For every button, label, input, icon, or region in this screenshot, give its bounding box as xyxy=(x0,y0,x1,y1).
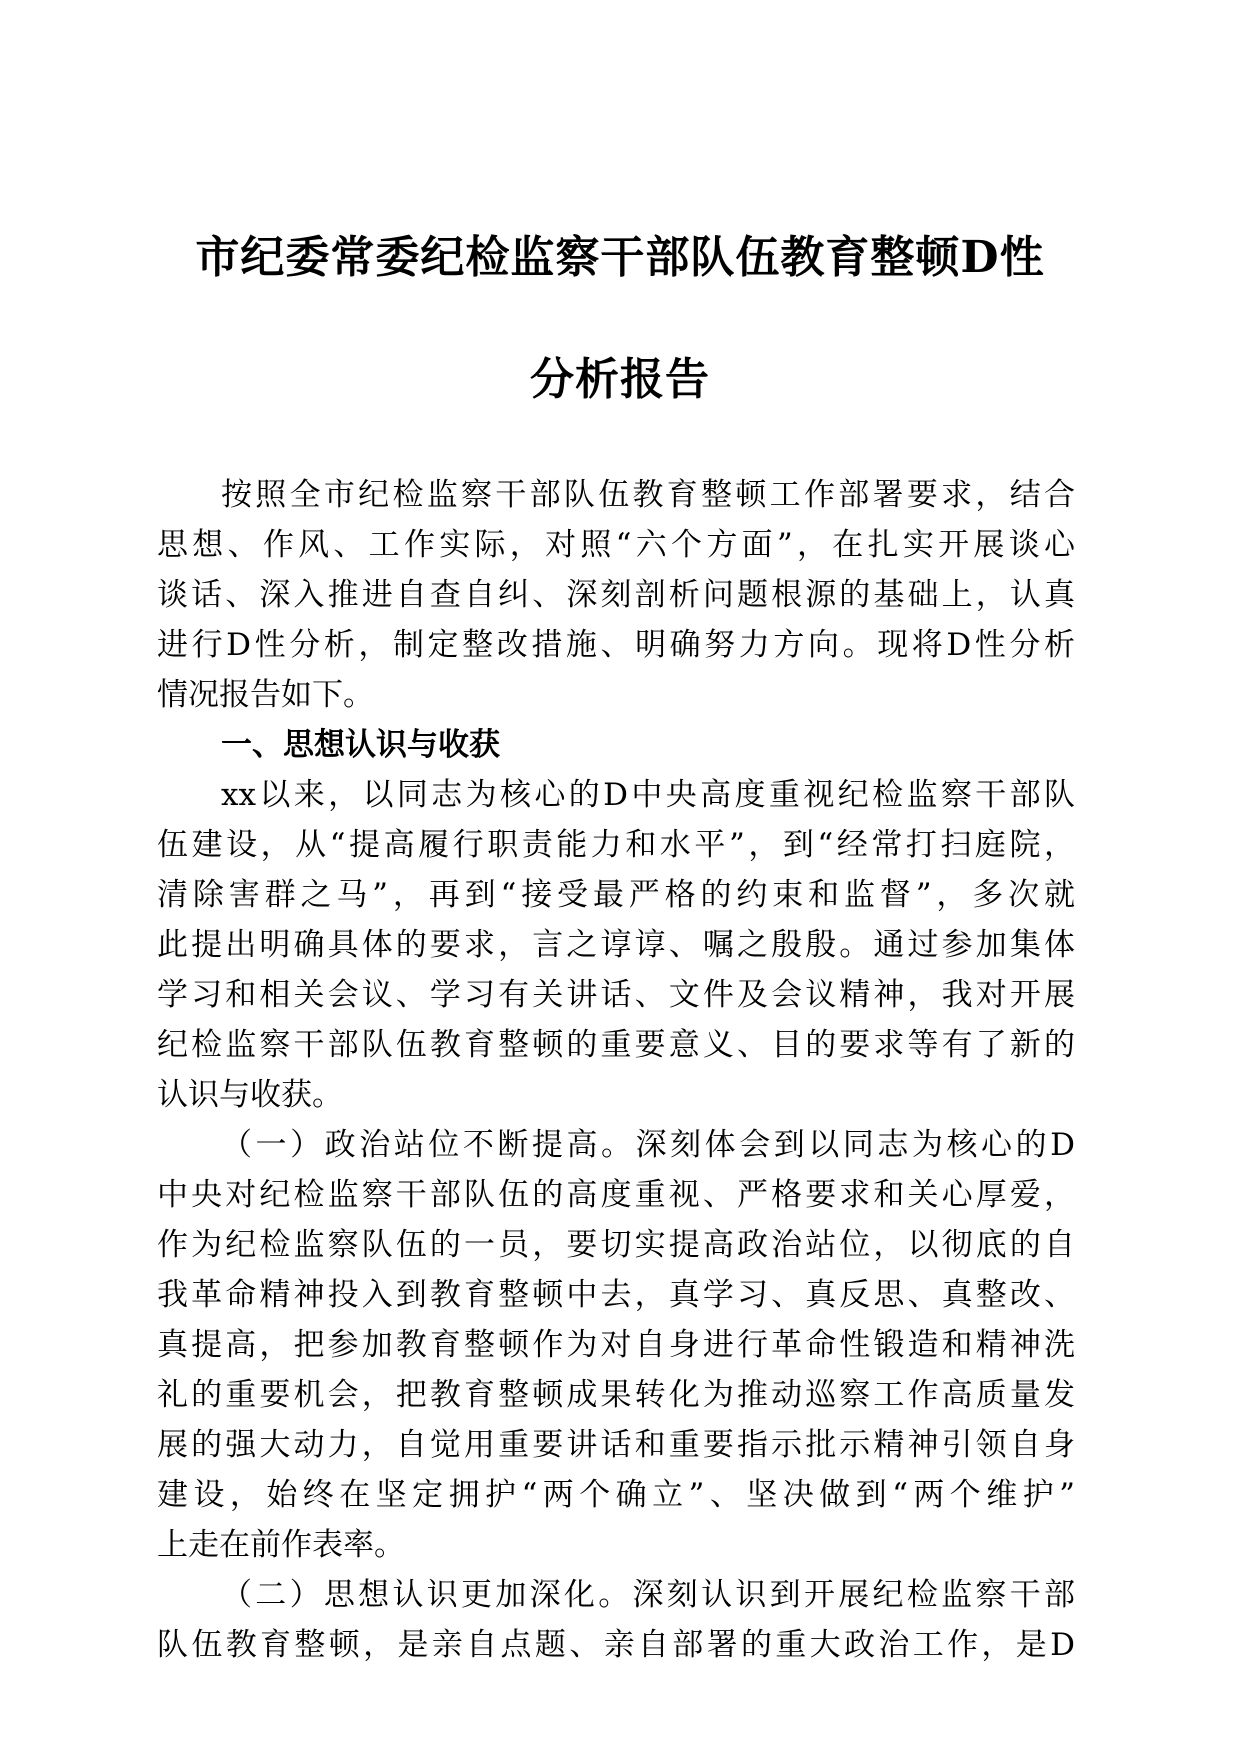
body-line: 队伍教育整顿，是亲自点题、亲自部署的重大政治工作，是D xyxy=(157,1627,1075,1663)
document-title-line-2: 分析报告 xyxy=(530,354,710,405)
body-line: 情况报告如下。 xyxy=(157,677,374,713)
body-line: （一）政治站位不断提高。深刻体会到以同志为核心的D xyxy=(221,1127,1075,1163)
body-line: 思想、作风、工作实际，对照“六个方面”，在扎实开展谈心 xyxy=(157,527,1075,563)
body-line: 展的强大动力，自觉用重要讲话和重要指示批示精神引领自身 xyxy=(157,1427,1075,1463)
body-line: 上走在前作表率。 xyxy=(157,1527,405,1563)
body-line: 建设，始终在坚定拥护“两个确立”、坚决做到“两个维护” xyxy=(157,1477,1075,1513)
section-heading: 一、思想认识与收获 xyxy=(221,727,500,763)
body-line: 我革命精神投入到教育整顿中去，真学习、真反思、真整改、 xyxy=(157,1277,1075,1313)
body-line: 认识与收获。 xyxy=(157,1077,343,1113)
body-line: 此提出明确具体的要求，言之谆谆、嘱之殷殷。通过参加集体 xyxy=(157,927,1075,963)
body-line: 清除害群之马”，再到“接受最严格的约束和监督”，多次就 xyxy=(157,877,1075,913)
body-line: （二）思想认识更加深化。深刻认识到开展纪检监察干部 xyxy=(221,1577,1075,1613)
document-body xyxy=(157,470,1075,1670)
body-line: 作为纪检监察队伍的一员，要切实提高政治站位，以彻底的自 xyxy=(157,1227,1075,1263)
body-line: 按照全市纪检监察干部队伍教育整顿工作部署要求，结合 xyxy=(221,477,1075,513)
body-line: 学习和相关会议、学习有关讲话、文件及会议精神，我对开展 xyxy=(157,977,1075,1013)
body-line: 真提高，把参加教育整顿作为对自身进行革命性锻造和精神洗 xyxy=(157,1327,1075,1363)
body-line: 礼的重要机会，把教育整顿成果转化为推动巡察工作高质量发 xyxy=(157,1377,1075,1413)
body-line: 伍建设，从“提高履行职责能力和水平”，到“经常打扫庭院， xyxy=(157,827,1075,863)
body-line: 进行D性分析，制定整改措施、明确努力方向。现将D性分析 xyxy=(157,627,1075,663)
body-line: 谈话、深入推进自查自纠、深刻剖析问题根源的基础上，认真 xyxy=(157,577,1075,613)
body-line: 纪检监察干部队伍教育整顿的重要意义、目的要求等有了新的 xyxy=(157,1027,1075,1063)
body-line: xx以来，以同志为核心的D中央高度重视纪检监察干部队 xyxy=(221,777,1075,813)
body-line: 中央对纪检监察干部队伍的高度重视、严格要求和关心厚爱， xyxy=(157,1177,1075,1213)
document-title-line-1: 市纪委常委纪检监察干部队伍教育整顿D性 xyxy=(195,232,1045,283)
